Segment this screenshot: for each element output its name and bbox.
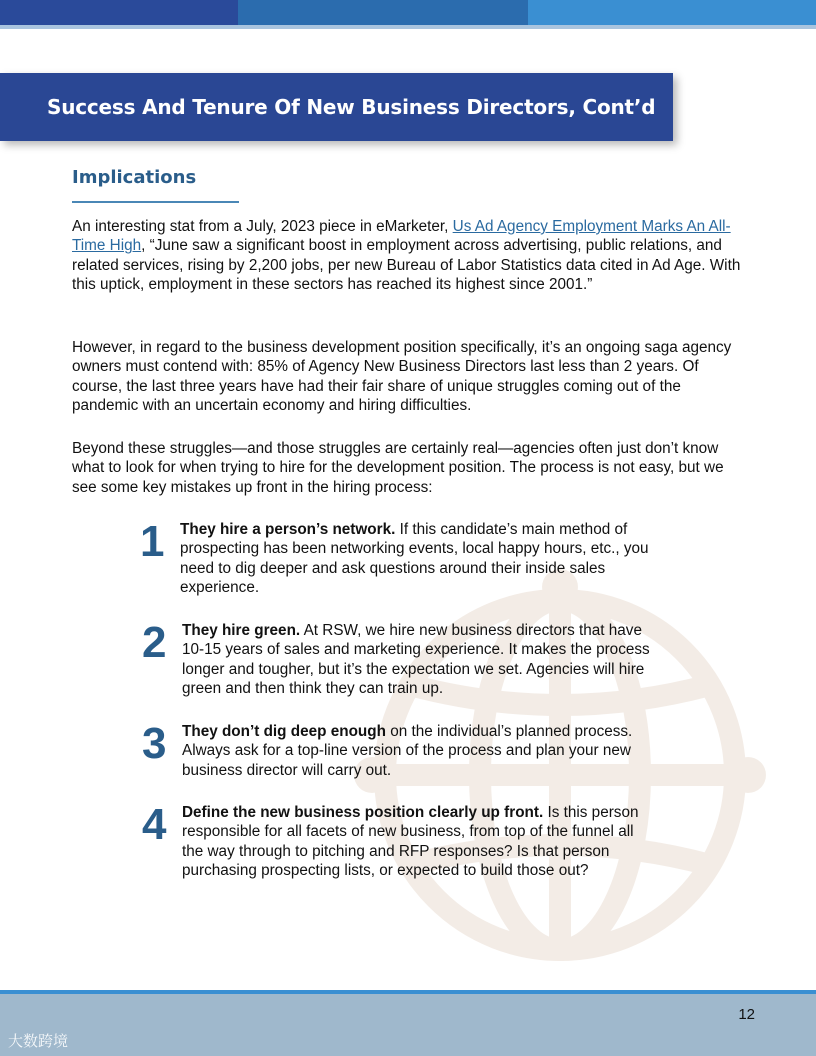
top-bar-segment-dark <box>0 0 238 25</box>
page-number: 12 <box>738 1006 755 1023</box>
mistake-title: They don’t dig deep enough <box>182 723 386 740</box>
title-banner <box>0 73 673 141</box>
mistake-description: At RSW, we hire new business directors that have 10-15 years of sales and marketing experience. It makes the process longer and tougher, but it’s the expectation we set. Agencies will hire green and then think they can train up. <box>182 622 650 697</box>
mistake-title: They hire green. <box>182 622 301 639</box>
mistake-item-2 <box>142 618 650 698</box>
mistake-title: They hire a person’s network. <box>180 521 396 538</box>
heading-underline <box>72 201 239 203</box>
page-title: Success And Tenure Of New Business Directors, Cont’d <box>47 95 656 119</box>
mistake-item-4 <box>142 800 648 880</box>
mistake-number: 2 <box>142 618 167 667</box>
paragraph-emarketer-stat <box>72 217 748 294</box>
mistake-item-3 <box>142 719 634 780</box>
mistake-description: Is this person responsible for all facets of new business, from top of the funnel all the way through to pitching and RFP responses? Is that person purchasing prospecting lists, or expected to build those out? <box>182 804 639 879</box>
paragraph-text: An interesting stat from a July, 2023 piece in eMarketer, <box>72 218 453 235</box>
mistake-number: 4 <box>142 800 167 849</box>
mistake-title: Define the new business position clearly up front. <box>182 804 544 821</box>
footer-logo: 大数跨境 <box>8 1032 69 1050</box>
paragraph-hiring-struggles: Beyond these struggles—and those struggles are certainly real—agencies often just don’t know what to look for when trying to hire for the development position. The process is not easy, but we see some key mistakes up front in the hiring process: <box>72 440 724 496</box>
top-bar-segment-mid <box>238 0 528 25</box>
emarketer-article-link[interactable]: Us Ad Agency Employment Marks An All-Time High <box>72 218 731 255</box>
mistake-item-1 <box>140 517 652 597</box>
mistake-number: 3 <box>142 719 167 768</box>
mistake-description: If this candidate’s main method of prospecting has been networking events, local happy hours, etc., you need to dig deeper and ask questions around their inside sales experience. <box>180 521 649 596</box>
top-bar-segment-light <box>528 0 816 25</box>
footer-bar <box>0 994 816 1056</box>
top-divider-line <box>0 25 816 29</box>
mistake-text <box>182 722 634 780</box>
top-color-bar <box>0 0 816 25</box>
mistake-number: 1 <box>140 517 165 566</box>
paragraph-text: , “June saw a significant boost in employment across advertising, public relations, and related services, rising by 2,200 jobs, per new Bureau of Labor Statistics data cited in Ad Age. With this uptick, employment in these sectors has reached its highest since 2001.” <box>72 237 741 293</box>
mistake-description: on the individual’s planned process. Always ask for a top-line version of the process and plan your new business director will carry out. <box>182 723 633 779</box>
paragraph-business-development: However, in regard to the business development position specifically, it’s an ongoing saga agency owners must contend with: 85% of Agency New Business Directors last less than 2 years. Of course, the last three years have had their fair share of unique struggles coming out of the pandemic with an uncertain economy and hiring difficulties. <box>72 339 732 414</box>
mistake-text <box>182 621 650 698</box>
mistake-text <box>180 520 652 597</box>
mistake-text <box>182 803 648 880</box>
section-heading: Implications <box>72 167 197 188</box>
